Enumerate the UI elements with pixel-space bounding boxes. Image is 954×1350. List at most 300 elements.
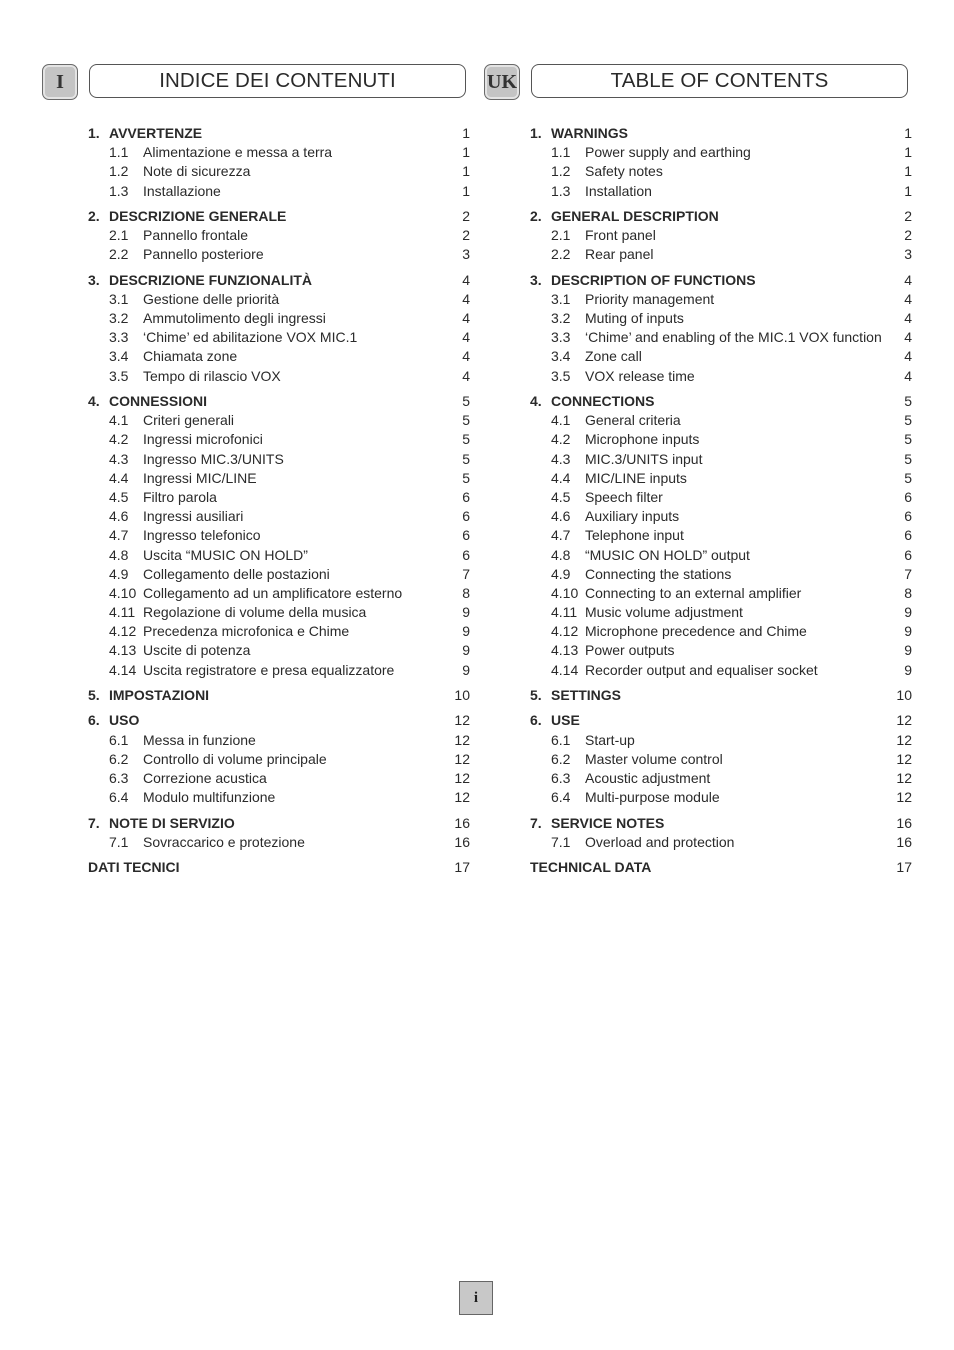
toc-section-heading[interactable] xyxy=(484,686,914,705)
entry-number: 3.5 xyxy=(551,367,571,384)
toc-entry[interactable] xyxy=(484,309,914,328)
entry-title: Pannello posteriore xyxy=(143,246,264,263)
entry-page: 8 xyxy=(462,584,470,601)
entry-page: 5 xyxy=(904,412,912,429)
toc-entry[interactable] xyxy=(484,731,914,750)
entry-page: 5 xyxy=(462,469,470,486)
toc-entry[interactable] xyxy=(42,546,472,565)
entry-title: Ingressi microfonici xyxy=(143,431,263,448)
section-number: 7. xyxy=(88,814,100,831)
entry-title: Power supply and earthing xyxy=(585,144,751,161)
entry-number: 1.3 xyxy=(551,182,571,199)
entry-number: 4.1 xyxy=(551,412,571,429)
toc-entry[interactable] xyxy=(42,162,472,181)
entry-page: 5 xyxy=(462,412,470,429)
entry-title: Speech filter xyxy=(585,488,663,505)
entry-page: 1 xyxy=(904,144,912,161)
entry-title: Microphone inputs xyxy=(585,431,700,448)
entry-page: 9 xyxy=(462,661,470,678)
entry-number: 3.4 xyxy=(551,348,571,365)
section-page: 2 xyxy=(462,207,470,224)
section-number: 6. xyxy=(88,712,100,729)
toc-section-heading[interactable] xyxy=(42,124,472,143)
entry-title: Ingresso MIC.3/UNITS xyxy=(143,450,284,467)
toc-section-heading[interactable] xyxy=(42,271,472,290)
toc-entry[interactable] xyxy=(42,507,472,526)
section-title: WARNINGS xyxy=(551,125,628,141)
toc-section xyxy=(484,711,914,807)
entry-page: 8 xyxy=(904,584,912,601)
entry-title: Front panel xyxy=(585,227,656,244)
section-title: SERVICE NOTES xyxy=(551,814,665,831)
toc-section xyxy=(42,858,472,877)
section-number: 3. xyxy=(88,271,100,288)
toc-section-heading[interactable] xyxy=(42,858,472,877)
entry-page: 9 xyxy=(904,623,912,640)
toc-entry[interactable] xyxy=(484,622,914,641)
entry-title: Regolazione di volume della musica xyxy=(143,604,367,621)
entry-number: 4.4 xyxy=(109,469,129,486)
entry-title: Rear panel xyxy=(585,246,654,263)
toc-entry[interactable] xyxy=(42,469,472,488)
entry-page: 12 xyxy=(896,750,912,767)
section-page: 16 xyxy=(896,814,912,831)
entry-number: 1.2 xyxy=(551,163,571,180)
entry-page: 1 xyxy=(462,163,470,180)
toc-section xyxy=(484,124,914,201)
section-title: CONNECTIONS xyxy=(551,393,655,409)
toc-entry[interactable] xyxy=(42,526,472,545)
entry-title: ‘Chime’ ed abilitazione VOX MIC.1 xyxy=(143,329,358,346)
section-number: 7. xyxy=(530,814,542,831)
section-number: 5. xyxy=(88,687,100,703)
section-page: 10 xyxy=(896,687,912,703)
entry-number: 4.9 xyxy=(109,565,129,582)
section-number: 5. xyxy=(530,687,542,703)
entry-page: 4 xyxy=(904,348,912,365)
toc-entry[interactable] xyxy=(42,488,472,507)
entry-page: 4 xyxy=(462,329,470,346)
toc-section-heading[interactable] xyxy=(484,711,914,730)
entry-title: Zone call xyxy=(585,348,642,365)
language-badge-uk: UK xyxy=(484,64,520,100)
entry-number: 4.2 xyxy=(551,431,571,448)
toc-entry[interactable] xyxy=(42,347,472,366)
toc-section xyxy=(484,858,914,877)
toc-entry[interactable] xyxy=(484,430,914,449)
toc-entry[interactable] xyxy=(484,546,914,565)
toc-entry[interactable] xyxy=(42,450,472,469)
entry-title: Installazione xyxy=(143,182,221,199)
entry-page: 3 xyxy=(462,246,470,263)
toc-section-heading[interactable] xyxy=(42,392,472,411)
section-title: NOTE DI SERVIZIO xyxy=(109,814,235,831)
toc-entry[interactable] xyxy=(42,661,472,680)
section-title: TECHNICAL DATA xyxy=(530,859,652,876)
toc-entry[interactable] xyxy=(42,328,472,347)
section-page: 10 xyxy=(454,687,470,703)
entry-number: 4.5 xyxy=(551,488,571,505)
entry-page: 4 xyxy=(462,367,470,384)
toc-entry[interactable] xyxy=(42,290,472,309)
toc-entry[interactable] xyxy=(42,182,472,201)
entry-page: 4 xyxy=(904,310,912,327)
section-title: USE xyxy=(551,712,580,729)
entry-page: 4 xyxy=(904,290,912,307)
entry-number: 7.1 xyxy=(551,833,571,850)
entry-title: Power outputs xyxy=(585,642,675,659)
toc-entry[interactable] xyxy=(42,226,472,245)
entry-number: 4.11 xyxy=(109,604,136,621)
entry-title: Microphone precedence and Chime xyxy=(585,623,807,640)
entry-number: 6.3 xyxy=(551,769,571,786)
section-title: AVVERTENZE xyxy=(109,125,203,141)
entry-title: “MUSIC ON HOLD” output xyxy=(585,546,750,563)
entry-title: Chiamata zone xyxy=(143,348,238,365)
entry-page: 9 xyxy=(462,642,470,659)
entry-page: 12 xyxy=(454,789,470,806)
entry-title: Start-up xyxy=(585,731,635,748)
section-page: 12 xyxy=(454,712,470,729)
section-page: 17 xyxy=(896,859,912,876)
section-page: 5 xyxy=(462,393,470,409)
entry-title: ‘Chime’ and enabling of the MIC.1 VOX function xyxy=(585,329,882,346)
entry-number: 6.4 xyxy=(551,789,571,806)
toc-entry[interactable] xyxy=(42,788,472,807)
section-page: 1 xyxy=(462,125,470,141)
entry-number: 1.1 xyxy=(551,144,571,161)
entry-page: 5 xyxy=(904,431,912,448)
entry-title: Sovraccarico e protezione xyxy=(143,833,305,850)
entry-page: 6 xyxy=(904,527,912,544)
entry-title: Ingresso telefonico xyxy=(143,527,261,544)
toc-section-heading[interactable] xyxy=(484,392,914,411)
toc-entry[interactable] xyxy=(484,245,914,264)
toc-entry[interactable] xyxy=(484,750,914,769)
toc-section-heading[interactable] xyxy=(484,207,914,226)
entry-page: 7 xyxy=(904,565,912,582)
page-number: i xyxy=(459,1281,493,1315)
entry-page: 4 xyxy=(904,329,912,346)
toc-entry[interactable] xyxy=(42,603,472,622)
section-number: 4. xyxy=(530,393,542,409)
entry-page: 12 xyxy=(454,750,470,767)
section-page: 4 xyxy=(462,271,470,288)
entry-page: 12 xyxy=(896,731,912,748)
section-title: DATI TECNICI xyxy=(88,859,180,876)
italian-toc-title: INDICE DEI CONTENUTI xyxy=(89,64,466,98)
entry-title: Controllo di volume principale xyxy=(143,750,327,767)
entry-title: General criteria xyxy=(585,412,681,429)
entry-title: Ingressi ausiliari xyxy=(143,508,244,525)
entry-page: 5 xyxy=(462,450,470,467)
toc-entry[interactable] xyxy=(484,226,914,245)
entry-number: 4.7 xyxy=(109,527,129,544)
entry-number: 4.5 xyxy=(109,488,129,505)
toc-entry[interactable] xyxy=(42,769,472,788)
toc-entry[interactable] xyxy=(42,584,472,603)
entry-number: 4.2 xyxy=(109,431,129,448)
italian-toc-list xyxy=(42,124,472,877)
entry-number: 2.2 xyxy=(109,246,129,263)
entry-title: Safety notes xyxy=(585,163,663,180)
entry-title: Tempo di rilascio VOX xyxy=(143,367,281,384)
toc-section xyxy=(42,711,472,807)
section-title: DESCRIZIONE FUNZIONALITÀ xyxy=(109,271,312,288)
entry-title: Ingressi MIC/LINE xyxy=(143,469,257,486)
entry-title: Criteri generali xyxy=(143,412,235,429)
section-page: 12 xyxy=(896,712,912,729)
entry-title: Alimentazione e messa a terra xyxy=(143,144,333,161)
toc-entry[interactable] xyxy=(484,788,914,807)
entry-number: 4.3 xyxy=(109,450,129,467)
section-number: 1. xyxy=(530,125,542,141)
section-number: 6. xyxy=(530,712,542,729)
toc-entry[interactable] xyxy=(42,641,472,660)
entry-page: 4 xyxy=(462,310,470,327)
entry-title: Multi-purpose module xyxy=(585,789,720,806)
entry-number: 4.12 xyxy=(109,623,137,640)
entry-title: Overload and protection xyxy=(585,833,735,850)
entry-number: 4.4 xyxy=(551,469,571,486)
toc-section xyxy=(484,207,914,265)
entry-number: 4.1 xyxy=(109,412,129,429)
entry-page: 12 xyxy=(454,769,470,786)
toc-section xyxy=(42,686,472,705)
toc-section-heading[interactable] xyxy=(484,271,914,290)
toc-entry[interactable] xyxy=(484,661,914,680)
entry-page: 6 xyxy=(904,488,912,505)
section-title: CONNESSIONI xyxy=(109,393,208,409)
entry-title: MIC.3/UNITS input xyxy=(585,450,703,467)
entry-page: 12 xyxy=(896,769,912,786)
entry-title: Collegamento delle postazioni xyxy=(143,565,330,582)
english-header xyxy=(484,64,914,102)
toc-entry[interactable] xyxy=(484,411,914,430)
entry-page: 2 xyxy=(904,227,912,244)
toc-entry[interactable] xyxy=(484,507,914,526)
toc-entry[interactable] xyxy=(484,769,914,788)
entry-page: 1 xyxy=(904,163,912,180)
entry-number: 3.3 xyxy=(109,329,129,346)
toc-section-heading[interactable] xyxy=(42,814,472,833)
toc-section xyxy=(484,814,914,852)
toc-entry[interactable] xyxy=(42,367,472,386)
entry-page: 3 xyxy=(904,246,912,263)
toc-entry[interactable] xyxy=(42,731,472,750)
section-page: 17 xyxy=(454,859,470,876)
entry-number: 3.2 xyxy=(109,310,129,327)
toc-section-heading[interactable] xyxy=(42,686,472,705)
entry-number: 4.12 xyxy=(551,623,579,640)
entry-page: 6 xyxy=(904,546,912,563)
entry-title: Uscite di potenza xyxy=(143,642,251,659)
entry-title: Telephone input xyxy=(585,527,684,544)
entry-page: 5 xyxy=(904,469,912,486)
entry-page: 7 xyxy=(462,565,470,582)
entry-page: 4 xyxy=(904,367,912,384)
entry-number: 3.3 xyxy=(551,329,571,346)
entry-title: Correzione acustica xyxy=(143,769,267,786)
toc-entry[interactable] xyxy=(484,603,914,622)
toc-entry[interactable] xyxy=(484,182,914,201)
toc-section xyxy=(42,392,472,680)
entry-page: 6 xyxy=(462,546,470,563)
entry-page: 1 xyxy=(904,182,912,199)
toc-entry[interactable] xyxy=(42,833,472,852)
toc-entry[interactable] xyxy=(484,290,914,309)
toc-section-heading[interactable] xyxy=(484,814,914,833)
language-badge-italian: I xyxy=(42,64,78,100)
toc-section-heading[interactable] xyxy=(484,124,914,143)
entry-title: Filtro parola xyxy=(143,488,217,505)
section-number: 2. xyxy=(88,207,100,224)
entry-title: Acoustic adjustment xyxy=(585,769,711,786)
english-toc-list xyxy=(484,124,914,877)
entry-title: VOX release time xyxy=(585,367,695,384)
entry-title: Installation xyxy=(585,182,652,199)
entry-page: 9 xyxy=(904,604,912,621)
entry-number: 4.3 xyxy=(551,450,571,467)
toc-entry[interactable] xyxy=(42,309,472,328)
toc-entry[interactable] xyxy=(484,328,914,347)
toc-section xyxy=(42,207,472,265)
entry-page: 6 xyxy=(462,488,470,505)
toc-entry[interactable] xyxy=(484,488,914,507)
toc-entry[interactable] xyxy=(484,347,914,366)
toc-entry[interactable] xyxy=(42,750,472,769)
entry-title: Pannello frontale xyxy=(143,227,249,244)
toc-entry[interactable] xyxy=(484,584,914,603)
section-number: 4. xyxy=(88,393,100,409)
entry-number: 6.4 xyxy=(109,789,129,806)
toc-entry[interactable] xyxy=(484,367,914,386)
toc-entry[interactable] xyxy=(42,622,472,641)
entry-number: 4.11 xyxy=(551,604,578,621)
entry-number: 7.1 xyxy=(109,833,129,850)
entry-number: 4.13 xyxy=(109,642,137,659)
toc-entry[interactable] xyxy=(42,411,472,430)
toc-entry[interactable] xyxy=(484,469,914,488)
toc-entry[interactable] xyxy=(484,526,914,545)
entry-page: 5 xyxy=(904,450,912,467)
entry-title: Auxiliary inputs xyxy=(585,508,680,525)
entry-page: 1 xyxy=(462,182,470,199)
entry-title: Messa in funzione xyxy=(143,731,256,748)
entry-title: Ammutolimento degli ingressi xyxy=(143,310,326,327)
entry-number: 2.1 xyxy=(109,227,129,244)
entry-number: 4.14 xyxy=(109,661,137,678)
entry-title: Collegamento ad un amplificatore esterno xyxy=(143,584,403,601)
toc-entry[interactable] xyxy=(484,641,914,660)
entry-title: Muting of inputs xyxy=(585,310,684,327)
entry-title: Uscita “MUSIC ON HOLD” xyxy=(143,546,308,563)
italian-header xyxy=(42,64,472,102)
toc-section xyxy=(484,686,914,705)
toc-section xyxy=(42,814,472,852)
entry-number: 4.14 xyxy=(551,661,579,678)
section-number: 3. xyxy=(530,271,542,288)
section-title: IMPOSTAZIONI xyxy=(109,687,210,703)
section-page: 4 xyxy=(904,271,912,288)
toc-entry[interactable] xyxy=(42,143,472,162)
entry-number: 1.2 xyxy=(109,163,129,180)
entry-number: 4.9 xyxy=(551,565,571,582)
entry-number: 6.3 xyxy=(109,769,129,786)
entry-number: 4.8 xyxy=(109,546,129,563)
entry-number: 3.4 xyxy=(109,348,129,365)
entry-page: 9 xyxy=(462,623,470,640)
entry-title: MIC/LINE inputs xyxy=(585,469,687,486)
entry-page: 6 xyxy=(462,527,470,544)
entry-number: 3.1 xyxy=(551,290,571,307)
entry-title: Note di sicurezza xyxy=(143,163,251,180)
entry-number: 6.2 xyxy=(109,750,129,767)
toc-entry[interactable] xyxy=(484,143,914,162)
english-toc-title: TABLE OF CONTENTS xyxy=(531,64,908,98)
entry-title: Priority management xyxy=(585,290,715,307)
entry-title: Connecting the stations xyxy=(585,565,732,582)
entry-number: 3.5 xyxy=(109,367,129,384)
entry-title: Gestione delle priorità xyxy=(143,290,280,307)
entry-title: Music volume adjustment xyxy=(585,604,743,621)
toc-entry[interactable] xyxy=(484,565,914,584)
section-page: 5 xyxy=(904,393,912,409)
entry-number: 1.3 xyxy=(109,182,129,199)
toc-entry[interactable] xyxy=(42,430,472,449)
entry-title: Master volume control xyxy=(585,750,723,767)
toc-entry[interactable] xyxy=(484,162,914,181)
entry-page: 2 xyxy=(462,227,470,244)
toc-entry[interactable] xyxy=(484,833,914,852)
section-page: 16 xyxy=(454,814,470,831)
entry-page: 16 xyxy=(454,833,470,850)
section-title: SETTINGS xyxy=(551,687,622,703)
toc-section-heading[interactable] xyxy=(42,711,472,730)
entry-number: 4.13 xyxy=(551,642,579,659)
english-toc-column xyxy=(484,64,914,883)
entry-number: 2.1 xyxy=(551,227,571,244)
toc-entry[interactable] xyxy=(42,565,472,584)
toc-entry[interactable] xyxy=(484,450,914,469)
entry-number: 3.2 xyxy=(551,310,571,327)
entry-page: 9 xyxy=(462,604,470,621)
entry-number: 4.6 xyxy=(109,508,129,525)
section-title: DESCRIPTION OF FUNCTIONS xyxy=(551,271,756,288)
entry-page: 6 xyxy=(904,508,912,525)
toc-section-heading[interactable] xyxy=(484,858,914,877)
toc-section xyxy=(484,392,914,680)
entry-title: Modulo multifunzione xyxy=(143,789,276,806)
toc-entry[interactable] xyxy=(42,245,472,264)
entry-number: 4.8 xyxy=(551,546,571,563)
entry-page: 12 xyxy=(896,789,912,806)
entry-number: 4.10 xyxy=(551,584,579,601)
toc-section xyxy=(42,271,472,386)
italian-toc-column xyxy=(42,64,472,883)
entry-number: 4.6 xyxy=(551,508,571,525)
toc-section-heading[interactable] xyxy=(42,207,472,226)
entry-page: 16 xyxy=(896,833,912,850)
entry-page: 6 xyxy=(462,508,470,525)
entry-number: 2.2 xyxy=(551,246,571,263)
section-number: 1. xyxy=(88,125,100,141)
section-number: 2. xyxy=(530,207,542,224)
entry-number: 6.1 xyxy=(109,731,129,748)
section-page: 1 xyxy=(904,125,912,141)
section-title: GENERAL DESCRIPTION xyxy=(551,207,719,224)
entry-page: 1 xyxy=(462,144,470,161)
